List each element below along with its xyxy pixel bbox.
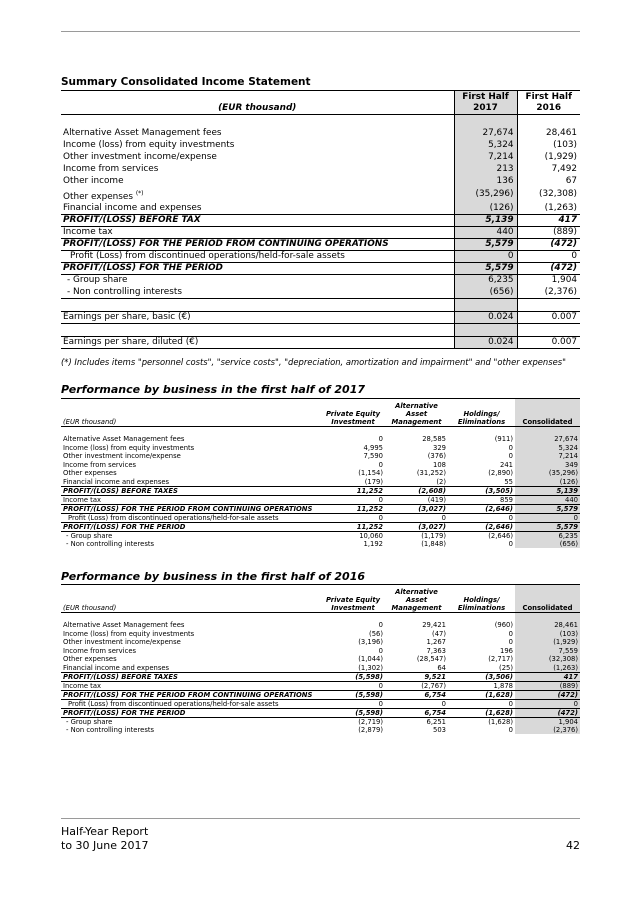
- biz-row: Income (loss) from equity investments (56) (47) 0 (103): [63, 629, 578, 638]
- biz-row-total: PROFIT/(LOSS) FOR THE PERIOD (5,598) 6,754 (1,628) (472): [63, 708, 578, 717]
- col-alt-asset-mgmt: Alternative Asset Management: [385, 399, 448, 427]
- biz-row: - Non controlling interests (2,879) 503 0 (2,376): [66, 725, 578, 734]
- biz2016-header-row: [61, 585, 580, 613]
- col-consolidated: Consolidated: [515, 585, 580, 613]
- biz2016-unit: (EUR thousand): [61, 585, 321, 613]
- biz-row: Financial income and expenses (1,302) 64 (25) (1,263): [63, 663, 578, 672]
- biz-row: Income from services 0 108 241 349: [63, 460, 578, 469]
- summary-row: Other expenses (*) (35,296) (32,308): [61, 188, 580, 203]
- summary-row: Profit (Loss) from discontinued operations/held-for-sale assets 0 0: [61, 250, 580, 262]
- col-private-equity: Private Equity Investment: [321, 585, 385, 613]
- biz2017-title: Performance by business in the first half of 2017: [61, 383, 366, 396]
- biz-row-total: PROFIT/(LOSS) BEFORE TAXES 11,252 (2,608) (3,505) 5,139: [63, 486, 578, 495]
- spacer-row: [61, 427, 580, 436]
- footer-rule: [61, 818, 580, 819]
- summary-row-total: PROFIT/(LOSS) FOR THE PERIOD 5,579 (472): [61, 262, 580, 274]
- biz2016-table: [61, 584, 580, 734]
- page-number: 42: [566, 839, 580, 852]
- biz-row: Profit (Loss) from discontinued operations/held-for-sale assets 0 0 0 0: [61, 513, 580, 522]
- biz-row: Other investment income/expense (3,196) 1,267 0 (1,929): [63, 638, 578, 647]
- col-holdings: Holdings/ Eliminations: [448, 585, 515, 613]
- biz2017-header-row: [61, 399, 580, 427]
- biz2016-title: Performance by business in the first half of 2016: [61, 570, 366, 583]
- summary-row: Financial income and expenses (126) (1,263): [61, 202, 580, 214]
- biz-row: Income from services 0 7,363 196 7,559: [63, 646, 578, 655]
- col-h1-2016: First Half 2016: [517, 91, 580, 115]
- header-rule: [61, 31, 580, 32]
- summary-row: - Non controlling interests (656) (2,376): [61, 286, 580, 298]
- biz-row: Alternative Asset Management fees 0 29,421 (960) 28,461: [63, 621, 578, 630]
- summary-row: Income from services 213 7,492: [61, 164, 580, 176]
- col-alt-asset-mgmt: Alternative Asset Management: [385, 585, 448, 613]
- footnote-marker: (*): [135, 189, 144, 197]
- col-consolidated: Consolidated: [515, 399, 580, 427]
- summary-income-table: [61, 90, 580, 349]
- summary-row: Earnings per share, basic (€) 0.024 0.007: [61, 311, 580, 323]
- summary-row-total: PROFIT/(LOSS) BEFORE TAX 5,139 417: [61, 214, 580, 226]
- biz-row: Other expenses (1,044) (28,547) (2,717) (32,308): [63, 655, 578, 664]
- biz-row: Financial income and expenses (179) (2) 55 (126): [63, 477, 578, 486]
- biz-row-total: PROFIT/(LOSS) FOR THE PERIOD FROM CONTINUING OPERATIONS (5,598) 6,754 (1,628) (472): [63, 690, 578, 699]
- biz-row: Profit (Loss) from discontinued operations/held-for-sale assets 0 0 0 0: [61, 699, 580, 708]
- col-private-equity: Private Equity Investment: [321, 399, 385, 427]
- spacer-row: [61, 323, 580, 336]
- spacer-row: [61, 613, 580, 622]
- biz-row: Alternative Asset Management fees 0 28,585 (911) 27,674: [63, 435, 578, 444]
- summary-row: Income tax 440 (889): [61, 226, 580, 238]
- footer-line2: to 30 June 2017: [61, 839, 149, 852]
- summary-unit: (EUR thousand): [61, 91, 454, 115]
- summary-row: Earnings per share, diluted (€) 0.024 0.007: [61, 336, 580, 348]
- summary-row-total: PROFIT/(LOSS) FOR THE PERIOD FROM CONTINUING OPERATIONS 5,579 (472): [61, 238, 580, 250]
- biz-row: Other investment income/expense 7,590 (376) 0 7,214: [63, 452, 578, 461]
- biz-row: - Non controlling interests 1,192 (1,848) 0 (656): [66, 539, 578, 548]
- biz2017-table: [61, 398, 580, 548]
- spacer-row: [61, 115, 580, 128]
- biz-row: - Group share 10,060 (1,179) (2,646) 6,235: [66, 531, 578, 540]
- col-h1-2017: First Half 2017: [454, 91, 517, 115]
- footer-text: [61, 825, 148, 853]
- summary-title: Summary Consolidated Income Statement: [61, 76, 311, 88]
- summary-row: Other investment income/expense 7,214 (1,929): [61, 152, 580, 164]
- biz-row-total: PROFIT/(LOSS) BEFORE TAXES (5,598) 9,521 (3,506) 417: [63, 672, 578, 681]
- spacer-row: [61, 298, 580, 311]
- biz-row: Income (loss) from equity investments 4,995 329 0 5,324: [63, 443, 578, 452]
- footer-line1: Half-Year Report: [61, 825, 149, 838]
- footnote: (*) Includes items "personnel costs", "service costs", "depreciation, amortization and impairment" and "other expenses": [61, 357, 566, 367]
- summary-row: Other income 136 67: [61, 176, 580, 188]
- biz-row-total: PROFIT/(LOSS) FOR THE PERIOD 11,252 (3,027) (2,646) 5,579: [63, 522, 578, 531]
- summary-row: - Group share 6,235 1,904: [61, 274, 580, 286]
- biz-row-total: PROFIT/(LOSS) FOR THE PERIOD FROM CONTINUING OPERATIONS 11,252 (3,027) (2,646) 5,579: [63, 504, 578, 513]
- summary-row: Alternative Asset Management fees 27,674 28,461: [61, 128, 580, 140]
- summary-header-row: [61, 91, 580, 115]
- summary-row: Income (loss) from equity investments 5,324 (103): [61, 140, 580, 152]
- biz-row: Income tax 0 (2,767) 1,878 (889): [63, 681, 578, 690]
- biz2017-unit: (EUR thousand): [61, 399, 321, 427]
- biz-row: Other expenses (1,154) (31,252) (2,890) (35,296): [63, 469, 578, 478]
- biz-row: - Group share (2,719) 6,251 (1,628) 1,904: [66, 717, 578, 726]
- biz-row: Income tax 0 (419) 859 440: [63, 495, 578, 504]
- col-holdings: Holdings/ Eliminations: [448, 399, 515, 427]
